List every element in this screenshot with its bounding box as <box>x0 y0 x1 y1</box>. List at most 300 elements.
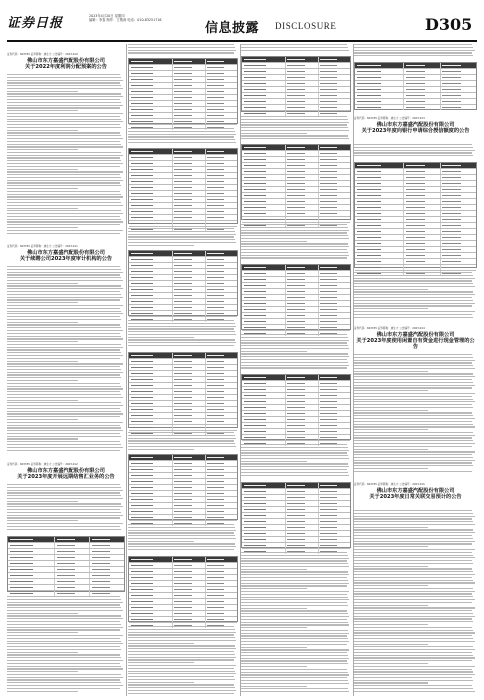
text-line <box>7 338 123 339</box>
body-text <box>241 224 351 262</box>
text-line <box>7 388 123 389</box>
text-line <box>354 660 472 661</box>
text-line <box>7 677 123 678</box>
text-line <box>241 649 349 650</box>
text-line <box>354 357 473 358</box>
text-line <box>241 577 347 578</box>
company-name: 佛山市东方嘉盛汽配股份有限公司 <box>376 121 455 128</box>
text-line <box>354 407 473 408</box>
text-line <box>354 641 475 642</box>
text-line <box>354 646 473 647</box>
text-line <box>241 633 349 634</box>
text-line <box>241 666 307 667</box>
text-line <box>7 130 78 131</box>
text-line <box>128 643 194 644</box>
text-line <box>354 412 472 413</box>
text-line <box>354 373 473 374</box>
text-line <box>241 594 347 595</box>
text-line <box>7 85 121 86</box>
text-line <box>241 588 307 589</box>
text-line <box>241 342 347 343</box>
body-text <box>241 552 351 696</box>
text-line <box>7 498 123 499</box>
text-line <box>7 515 123 516</box>
text-line <box>7 447 123 448</box>
announcement-subject: 关于2022年度利润分配预案的公告 <box>25 63 107 70</box>
text-line <box>354 404 472 405</box>
text-line <box>354 360 475 361</box>
text-line <box>128 131 235 132</box>
text-line <box>7 419 78 420</box>
data-table <box>241 374 351 440</box>
text-line <box>354 616 475 617</box>
text-line <box>128 535 235 536</box>
company-name: 佛山市东方嘉盛汽配股份有限公司 <box>27 57 105 64</box>
text-line <box>354 385 475 386</box>
text-line <box>354 449 428 450</box>
text-line <box>7 688 120 689</box>
text-line <box>7 294 121 295</box>
text-line <box>128 142 236 143</box>
text-line <box>7 411 121 412</box>
text-line <box>7 629 120 630</box>
announcement-subject: 关于2023年度日常关联交易预计的公告 <box>369 493 462 500</box>
text-line <box>241 655 348 656</box>
body-text <box>128 626 238 696</box>
text-line <box>7 185 121 186</box>
text-line <box>241 638 348 639</box>
text-line <box>354 289 428 290</box>
text-line <box>7 330 123 331</box>
text-line <box>354 50 475 51</box>
text-line <box>7 369 121 370</box>
text-line <box>128 438 236 439</box>
text-line <box>354 382 473 383</box>
text-line <box>7 93 121 94</box>
text-line <box>7 230 123 231</box>
text-line <box>354 644 428 645</box>
text-line <box>241 599 349 600</box>
text-line <box>241 622 348 623</box>
text-line <box>354 624 428 625</box>
text-line <box>7 430 123 431</box>
text-line <box>354 52 472 53</box>
text-line <box>354 314 472 315</box>
text-line <box>7 380 78 381</box>
text-line <box>7 610 123 611</box>
text-line <box>241 583 349 584</box>
text-line <box>7 324 120 325</box>
text-line <box>241 658 349 659</box>
text-line <box>354 362 472 363</box>
text-line <box>241 337 348 338</box>
text-line <box>128 668 234 669</box>
text-line <box>241 630 348 631</box>
text-line <box>241 635 347 636</box>
text-line <box>354 571 473 572</box>
text-line <box>128 339 235 340</box>
text-line <box>7 402 121 403</box>
text-line <box>354 144 472 145</box>
text-line <box>241 683 349 684</box>
text-line <box>241 660 347 661</box>
text-line <box>7 157 120 158</box>
text-line <box>128 676 234 677</box>
header-meta <box>89 14 162 22</box>
text-line <box>7 210 121 211</box>
text-line <box>7 501 78 502</box>
header-date: 2023年4月20日 星期四 <box>89 14 125 18</box>
text-line <box>241 558 349 559</box>
text-line <box>7 138 123 139</box>
announcement-code: 证券代码：603335 证券简称：迪生力 公告编号：2023-010 <box>7 53 78 56</box>
text-line <box>354 379 472 380</box>
text-line <box>354 429 428 430</box>
text-line <box>7 422 123 423</box>
text-line <box>354 440 473 441</box>
announcement-code: 证券代码：603335 证券简称：迪生力 公告编号：2023-012 <box>7 463 78 466</box>
text-line <box>7 347 123 348</box>
text-line <box>7 283 78 284</box>
text-line <box>7 613 78 614</box>
text-line <box>7 436 121 437</box>
text-line <box>7 621 120 622</box>
text-line <box>128 527 235 528</box>
text-line <box>7 305 123 306</box>
body-text <box>354 510 477 696</box>
text-line <box>128 231 235 232</box>
text-line <box>241 356 349 357</box>
text-line <box>7 643 123 644</box>
text-line <box>354 602 472 603</box>
text-line <box>354 291 473 292</box>
text-line <box>354 524 475 525</box>
text-line <box>7 646 120 647</box>
text-line <box>7 213 123 214</box>
body-text <box>7 484 125 532</box>
text-line <box>7 512 121 513</box>
text-line <box>354 418 475 419</box>
text-line <box>241 669 347 670</box>
text-line <box>354 371 428 372</box>
text-line <box>354 680 473 681</box>
text-line <box>7 196 123 197</box>
text-line <box>241 130 349 131</box>
text-line <box>7 188 78 189</box>
text-line <box>7 302 78 303</box>
data-table <box>128 454 238 520</box>
text-line <box>7 74 120 75</box>
text-line <box>7 274 120 275</box>
text-line <box>128 239 235 240</box>
text-line <box>7 316 120 317</box>
column-3 <box>241 44 351 696</box>
text-line <box>354 596 473 597</box>
text-line <box>354 424 473 425</box>
text-line <box>7 121 123 122</box>
text-line <box>128 665 236 666</box>
company-name: 佛山市东方嘉盛汽配股份有限公司 <box>376 331 455 338</box>
text-line <box>354 468 428 469</box>
text-line <box>7 607 121 608</box>
announcement-auditor <box>7 244 125 262</box>
text-line <box>7 285 121 286</box>
text-line <box>7 596 120 597</box>
text-line <box>241 47 348 48</box>
text-line <box>354 297 472 298</box>
text-line <box>241 566 349 567</box>
text-line <box>7 82 120 83</box>
body-text <box>7 266 125 456</box>
text-line <box>7 361 78 362</box>
text-line <box>128 323 235 324</box>
text-line <box>7 146 123 147</box>
text-line <box>7 166 120 167</box>
text-line <box>7 523 123 524</box>
text-line <box>7 113 123 114</box>
text-line <box>241 444 347 445</box>
body-text <box>7 596 125 696</box>
announcement-subject: 关于2023年度向银行申请综合授信额度的公告 <box>361 127 470 134</box>
text-line <box>354 671 473 672</box>
text-line <box>128 629 235 630</box>
text-line <box>7 427 121 428</box>
data-table <box>241 144 351 220</box>
data-table <box>128 556 238 622</box>
text-line <box>128 543 235 544</box>
text-line <box>7 386 121 387</box>
text-line <box>7 216 120 217</box>
text-line <box>7 99 120 100</box>
text-line <box>7 413 123 414</box>
announcement-related-transactions <box>354 482 477 500</box>
text-line <box>354 685 472 686</box>
text-line <box>128 228 234 229</box>
body-text <box>128 228 238 248</box>
text-line <box>7 691 78 692</box>
text-line <box>241 44 347 45</box>
text-line <box>7 509 120 510</box>
text-line <box>241 641 349 642</box>
text-line <box>354 317 473 318</box>
text-line <box>354 387 472 388</box>
text-line <box>7 599 121 600</box>
text-line <box>354 150 475 151</box>
table-row <box>355 105 476 110</box>
data-table <box>241 264 351 330</box>
text-line <box>7 141 120 142</box>
text-line <box>354 311 475 312</box>
text-line <box>241 574 349 575</box>
text-line <box>354 354 472 355</box>
text-line <box>241 334 347 335</box>
text-line <box>7 652 78 653</box>
text-line <box>7 322 78 323</box>
text-line <box>7 492 120 493</box>
text-line <box>241 127 348 128</box>
text-line <box>354 588 473 589</box>
text-line <box>354 308 428 309</box>
text-line <box>354 652 472 653</box>
text-line <box>128 234 236 235</box>
text-line <box>7 405 123 406</box>
text-line <box>7 352 121 353</box>
text-line <box>7 208 78 209</box>
text-line <box>7 311 121 312</box>
text-line <box>354 368 475 369</box>
text-line <box>7 291 120 292</box>
text-line <box>7 191 120 192</box>
text-line <box>128 662 194 663</box>
text-line <box>128 435 235 436</box>
text-line <box>241 348 349 349</box>
text-line <box>354 432 473 433</box>
text-line <box>354 513 473 514</box>
text-line <box>7 349 120 350</box>
text-line <box>354 574 475 575</box>
text-line <box>7 391 120 392</box>
text-line <box>7 205 123 206</box>
text-line <box>128 245 194 246</box>
text-line <box>7 313 123 314</box>
text-line <box>128 136 234 137</box>
text-line <box>128 541 194 542</box>
text-line <box>128 532 234 533</box>
text-line <box>241 257 347 258</box>
text-line <box>128 530 236 531</box>
text-line <box>241 122 349 123</box>
text-line <box>7 358 120 359</box>
text-line <box>354 471 472 472</box>
text-line <box>354 593 472 594</box>
text-line <box>354 510 472 511</box>
text-line <box>7 506 123 507</box>
text-line <box>7 160 121 161</box>
text-line <box>354 580 473 581</box>
text-line <box>354 682 428 683</box>
text-line <box>128 626 234 627</box>
text-line <box>354 437 472 438</box>
text-line <box>354 691 475 692</box>
body-text <box>128 432 238 452</box>
text-line <box>354 591 475 592</box>
data-table <box>354 162 477 268</box>
text-line <box>354 657 475 658</box>
text-line <box>128 242 236 243</box>
text-line <box>128 634 234 635</box>
text-line <box>354 390 428 391</box>
section-title: 信息披露 <box>205 21 260 36</box>
text-line <box>241 580 348 581</box>
text-line <box>241 563 348 564</box>
text-line <box>354 410 428 411</box>
text-line <box>241 455 348 456</box>
text-line <box>7 526 120 527</box>
text-line <box>354 376 475 377</box>
announcement-code: 证券代码：603335 证券简称：迪生力 公告编号：2023-013 <box>354 117 425 120</box>
text-line <box>354 630 473 631</box>
text-line <box>241 674 349 675</box>
text-line <box>241 238 349 239</box>
text-line <box>241 353 348 354</box>
text-line <box>128 432 234 433</box>
text-line <box>7 336 121 337</box>
text-line <box>7 355 123 356</box>
text-line <box>354 294 475 295</box>
text-line <box>241 691 349 692</box>
section-title-en: DISCLOSURE <box>275 21 337 31</box>
text-line <box>128 446 236 447</box>
body-text <box>128 44 238 56</box>
text-line <box>7 269 121 270</box>
column-divider <box>353 44 354 696</box>
text-line <box>7 425 120 426</box>
text-line <box>7 668 123 669</box>
text-line <box>354 446 472 447</box>
text-line <box>241 230 349 231</box>
text-line <box>7 641 121 642</box>
body-text <box>354 144 477 160</box>
text-line <box>354 460 475 461</box>
text-line <box>241 569 307 570</box>
text-line <box>241 619 347 620</box>
page-number: D305 <box>425 15 473 34</box>
text-line <box>128 139 235 140</box>
text-line <box>354 552 472 553</box>
text-line <box>7 624 121 625</box>
text-line <box>354 393 475 394</box>
header-rule <box>7 40 477 42</box>
text-line <box>7 383 120 384</box>
text-line <box>7 77 121 78</box>
text-line <box>7 674 121 675</box>
text-line <box>7 408 120 409</box>
text-line <box>241 452 347 453</box>
text-line <box>128 651 234 652</box>
text-line <box>7 490 123 491</box>
text-line <box>354 518 472 519</box>
text-line <box>128 320 234 321</box>
text-line <box>7 660 123 661</box>
text-line <box>128 657 236 658</box>
text-line <box>241 241 307 242</box>
text-line <box>7 372 123 373</box>
text-line <box>128 331 235 332</box>
data-table <box>128 352 238 428</box>
text-line <box>354 549 475 550</box>
text-line <box>7 144 121 145</box>
text-line <box>7 266 120 267</box>
text-line <box>7 649 121 650</box>
text-line <box>354 457 473 458</box>
text-line <box>128 337 194 338</box>
text-line <box>7 119 121 120</box>
text-line <box>7 149 78 150</box>
text-line <box>241 232 347 233</box>
header-editor: 编辑：李春 制作：王敬涛 电话：010-83251716 <box>89 18 162 23</box>
text-line <box>241 585 347 586</box>
text-line <box>128 134 236 135</box>
text-line <box>354 462 472 463</box>
text-line <box>241 644 347 645</box>
body-text <box>354 272 477 322</box>
text-line <box>128 679 235 680</box>
text-line <box>128 443 235 444</box>
text-line <box>241 124 347 125</box>
text-line <box>241 597 348 598</box>
text-line <box>128 640 236 641</box>
text-line <box>7 132 120 133</box>
